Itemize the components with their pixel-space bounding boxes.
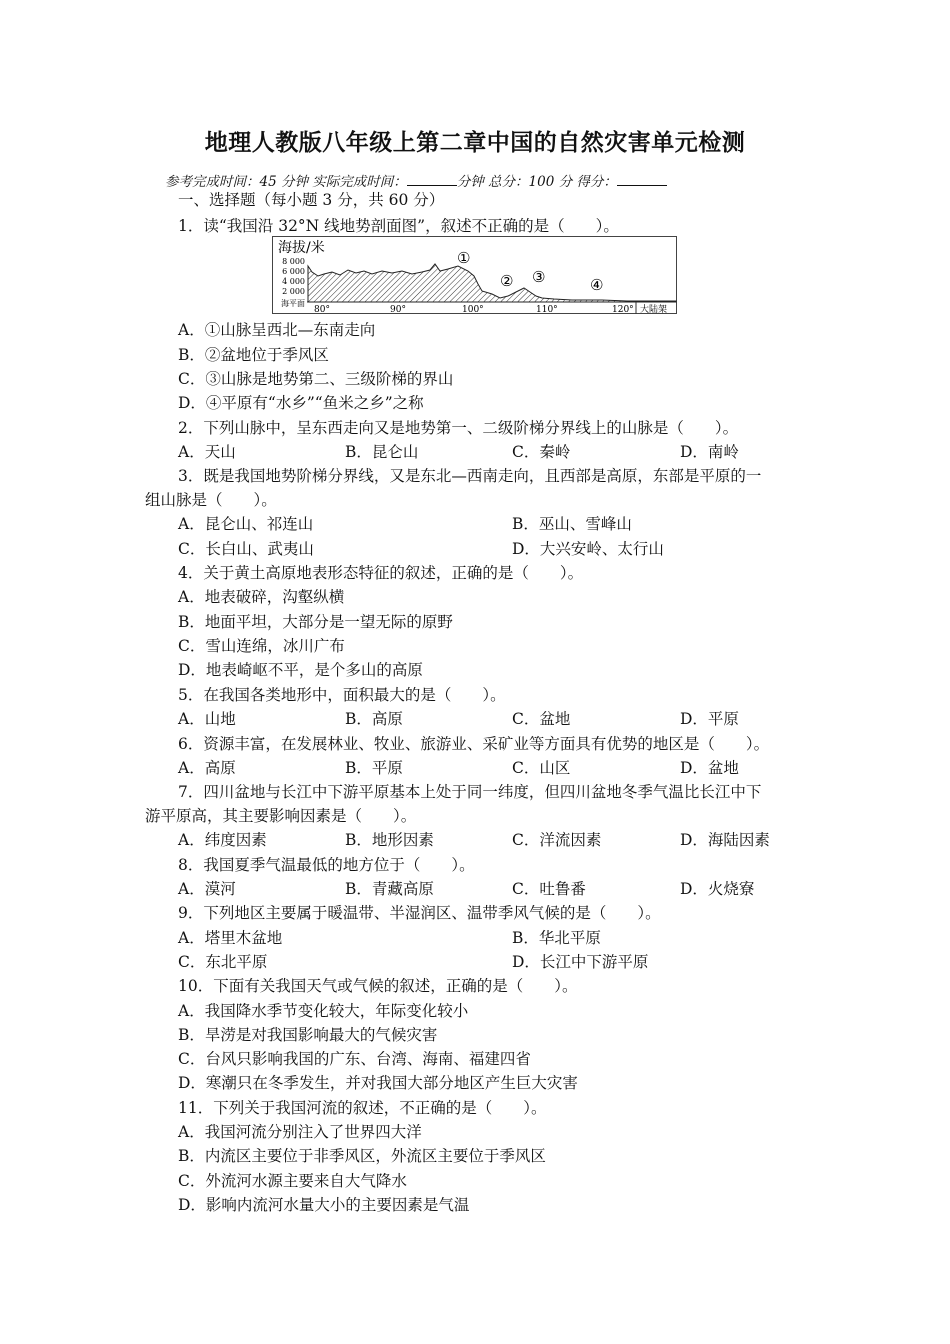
- question-stem: 9．下列地区主要属于暖温带、半湿润区、温带季风气候的是（ ）。: [178, 904, 661, 922]
- option-d: D．海陆因素: [680, 831, 770, 849]
- option-d: D．寒潮只在冬季发生，并对我国大部分地区产生巨大灾害: [178, 1074, 578, 1092]
- option-a: A．漠河: [178, 880, 236, 898]
- option-d: D．④平原有“水乡”“鱼米之乡”之称: [178, 394, 424, 412]
- terrain-profile-figure: [272, 236, 677, 314]
- option-c: C．洋流因素: [512, 831, 602, 849]
- option-a: A．地表破碎，沟壑纵横: [178, 588, 345, 606]
- option-c: C．山区: [512, 759, 571, 777]
- actual-time-blank[interactable]: [407, 173, 457, 186]
- ytick: 4 000: [282, 277, 305, 286]
- option-d: D．大兴安岭、太行山: [512, 540, 664, 558]
- option-a: A．昆仑山、祁连山: [178, 515, 314, 533]
- question-stem-cont: 组山脉是（ ）。: [145, 491, 277, 509]
- option-a: A．我国降水季节变化较大，年际变化较小: [178, 1002, 469, 1020]
- question-stem-cont: 游平原高，其主要影响因素是（ ）。: [145, 807, 417, 825]
- ytick: 2 000: [282, 287, 305, 296]
- question-stem: 11．下列关于我国河流的叙述，不正确的是（ ）。: [178, 1099, 547, 1117]
- question-stem: 4．关于黄土高原地表形态特征的叙述，正确的是（ ）。: [178, 564, 584, 582]
- option-d: D．平原: [680, 710, 739, 728]
- option-a: A．纬度因素: [178, 831, 267, 849]
- option-b: B．②盆地位于季风区: [178, 346, 329, 364]
- option-b: B．华北平原: [512, 929, 601, 947]
- option-d: D．火烧寮: [680, 880, 755, 898]
- option-a: A．我国河流分别注入了世界四大洋: [178, 1123, 422, 1141]
- option-b: B．青藏高原: [345, 880, 434, 898]
- option-c: C．盆地: [512, 710, 571, 728]
- option-b: B．内流区主要位于非季风区，外流区主要位于季风区: [178, 1147, 546, 1165]
- figure-ylabel: 海拔/米: [278, 240, 325, 256]
- option-b: B．平原: [345, 759, 403, 777]
- meta-mid: 分钟 总分：100 分 得分：: [456, 174, 617, 190]
- option-c: C．秦岭: [512, 443, 571, 461]
- option-b: B．高原: [345, 710, 403, 728]
- xtick: 110°: [536, 305, 558, 314]
- question-stem: 7．四川盆地与长江中下游平原基本上处于同一纬度，但四川盆地冬季气温比长江中下: [178, 783, 762, 801]
- option-d: D．地表崎岖不平，是个多山的高原: [178, 661, 423, 679]
- ytick: 8 000: [282, 257, 305, 266]
- option-c: C．长白山、武夷山: [178, 540, 314, 558]
- xtick: 80°: [314, 305, 330, 314]
- option-c: C．雪山连绵，冰川广布: [178, 637, 345, 655]
- option-a: A．山地: [178, 710, 236, 728]
- option-a: A．①山脉呈西北—东南走向: [178, 321, 376, 339]
- option-d: D．南岭: [680, 443, 739, 461]
- option-b: B．昆仑山: [345, 443, 419, 461]
- option-c: C．外流河水源主要来自大气降水: [178, 1172, 407, 1190]
- option-c: C．③山脉是地势第二、三级阶梯的界山: [178, 370, 454, 388]
- option-a: A．天山: [178, 443, 236, 461]
- section-heading: 一、选择题（每小题 3 分，共 60 分）: [178, 191, 445, 209]
- question-stem: 1．读“我国沿 32°N 线地势剖面图”，叙述不正确的是（ ）。: [178, 217, 619, 235]
- marker-4: ④: [590, 276, 604, 294]
- marker-3: ③: [532, 268, 546, 286]
- option-c: C．台风只影响我国的广东、台湾、海南、福建四省: [178, 1050, 531, 1068]
- xtick: 90°: [390, 305, 406, 314]
- shelf-label: 大陆架: [640, 305, 668, 314]
- option-b: B．旱涝是对我国影响最大的气候灾害: [178, 1026, 438, 1044]
- question-stem: 6．资源丰富，在发展林业、牧业、旅游业、采矿业等方面具有优势的地区是（ ）。: [178, 735, 770, 753]
- xtick: 120°: [612, 305, 634, 314]
- ytick: 海平面: [281, 299, 305, 308]
- question-stem: 3．既是我国地势阶梯分界线，又是东北—西南走向，且西部是高原，东部是平原的一: [178, 467, 762, 485]
- option-b: B．地面平坦，大部分是一望无际的原野: [178, 613, 453, 631]
- meta-prefix: 参考完成时间：45 分钟 实际完成时间：: [165, 174, 407, 190]
- xtick: 100°: [462, 305, 484, 314]
- marker-2: ②: [500, 272, 514, 290]
- score-blank[interactable]: [617, 173, 667, 186]
- ytick: 6 000: [282, 267, 305, 276]
- question-stem: 5．在我国各类地形中，面积最大的是（ ）。: [178, 686, 506, 704]
- question-stem: 8．我国夏季气温最低的地方位于（ ）。: [178, 856, 475, 874]
- option-a: A．塔里木盆地: [178, 929, 283, 947]
- option-b: B．地形因素: [345, 831, 434, 849]
- option-b: B．巫山、雪峰山: [512, 515, 632, 533]
- exam-meta: [165, 170, 667, 190]
- option-a: A．高原: [178, 759, 236, 777]
- option-d: D．长江中下游平原: [512, 953, 649, 971]
- option-d: D．盆地: [680, 759, 739, 777]
- option-c: C．吐鲁番: [512, 880, 586, 898]
- marker-1: ①: [457, 249, 471, 267]
- option-d: D．影响内流河水量大小的主要因素是气温: [178, 1196, 470, 1214]
- option-c: C．东北平原: [178, 953, 268, 971]
- page-title: 地理人教版八年级上第二章中国的自然灾害单元检测: [204, 130, 746, 156]
- question-stem: 10．下面有关我国天气或气候的叙述，正确的是（ ）。: [178, 977, 578, 995]
- question-stem: 2．下列山脉中，呈东西走向又是地势第一、二级阶梯分界线上的山脉是（ ）。: [178, 419, 739, 437]
